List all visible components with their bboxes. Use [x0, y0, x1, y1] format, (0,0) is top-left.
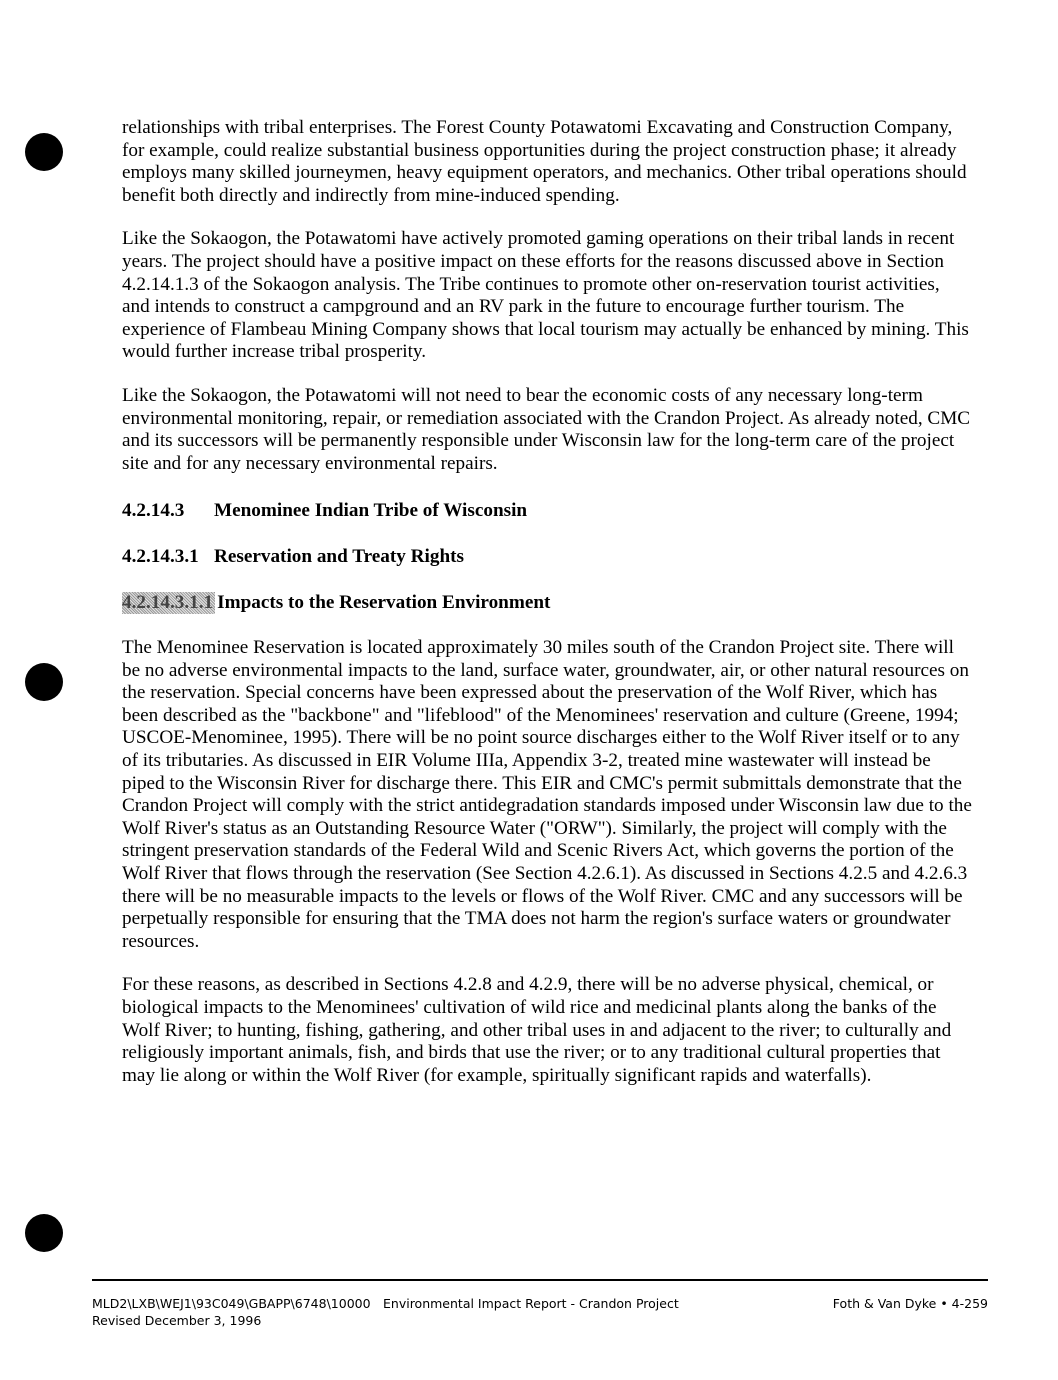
paragraph: relationships with tribal enterprises. The Forest County Potawatomi Excavating and Construction Company, for example, could realize substantial business opportunities during the project construction phase; it already employs many skilled journeymen, heavy equipment operators, and mechanics. Other tribal operations should benefit both directly and indirectly from mine-induced spending.	[122, 117, 967, 206]
section-number: 4.2.14.3.1	[122, 545, 199, 567]
section-heading	[122, 500, 972, 523]
paragraph: Like the Sokaogon, the Potawatomi will not need to bear the economic costs of any necessary long-term environmental monitoring, repair, or remediation associated with the Crandon Project. As already noted, CMC and its successors will be permanently responsible under Wisconsin law for the long-term care of the project site and for any necessary environmental repairs.	[122, 384, 971, 474]
section-title: Menominee Indian Tribe of Wisconsin	[214, 500, 528, 522]
paragraph: The Menominee Reservation is located approximately 30 miles south of the Crandon Project site. There will be no adverse environmental impacts to the land, surface water, groundwater, air, or other natural resources on the reservation. Special concerns have been expressed about the preservation of the Wolf River, which has been described as the "backbone" and "lifeblood" of the Menominees' reservation and culture (Greene, 1994; USCOE-Menominee, 1995). There will be no point source discharges either to the Wolf River itself or to any of its tributaries. As discussed in EIR Volume IIIa, Appendix 3-2, treated mine wastewater will instead be piped to the Wisconsin River for discharge there. This EIR and CMC's permit submittals demonstrate that the Crandon Project will comply with the strict antidegradation standards imposed under Wisconsin law due to the Wolf River's status as an Outstanding Resource Water ("ORW"). Similarly, the project will comply with the stringent preservation standards of the Federal Wild and Scenic Rivers Act, which governs the portion of the Wolf River that flows through the reservation (See Section 4.2.6.1). As discussed in Sections 4.2.5 and 4.2.6.3 there will be no measurable impacts to the levels or flows of the Wolf River. CMC and any successors will be perpetually responsible for ensuring that the TMA does not harm the region's surface waters or groundwater resources.	[122, 637, 972, 952]
section-title: Impacts to the Reservation Environment	[217, 591, 551, 613]
section-title: Reservation and Treaty Rights	[214, 545, 464, 567]
binder-hole	[25, 1214, 63, 1252]
section-number-highlighted: 4.2.14.3.1.1	[122, 591, 214, 613]
paragraph: Like the Sokaogon, the Potawatomi have actively promoted gaming operations on their tribal lands in recent years. The project should have a positive impact on these efforts for the reasons discussed above in Section 4.2.14.1.3 of the Sokaogon analysis. The Tribe continues to promote other on-reservation tourist activities, and intends to construct a campground and an RV park in the future to encourage further tourism. The experience of Flambeau Mining Company shows that local tourism may actually be enhanced by mining. This would further increase tribal prosperity.	[122, 228, 969, 363]
footer-revised-date: Revised December 3, 1996	[92, 1313, 262, 1328]
subsubsection-heading	[122, 592, 972, 615]
footer-company-page: Foth & Van Dyke • 4-259	[832, 1296, 988, 1311]
subsection-heading	[122, 546, 972, 569]
binder-hole	[25, 133, 63, 171]
footer-file-path: MLD2\LXB\WEJ1\93C049\GBAPP\6748\10000	[92, 1296, 371, 1311]
footer-report-title: Environmental Impact Report - Crandon Project	[383, 1296, 679, 1311]
paragraph: For these reasons, as described in Sections 4.2.8 and 4.2.9, there will be no adverse physical, chemical, or biological impacts to the Menominees' cultivation of wild rice and medicinal plants along the banks of the Wolf River; to hunting, fishing, gathering, and other tribal uses in and adjacent to the river; to culturally and religiously important animals, fish, and birds that use the river; or to any traditional cultural properties that may lie along or within the Wolf River (for example, spiritually significant rapids and waterfalls).	[122, 974, 952, 1086]
footer-divider	[92, 1279, 988, 1281]
section-number: 4.2.14.3	[122, 500, 185, 522]
binder-hole	[25, 663, 63, 701]
document-body	[122, 117, 972, 1087]
